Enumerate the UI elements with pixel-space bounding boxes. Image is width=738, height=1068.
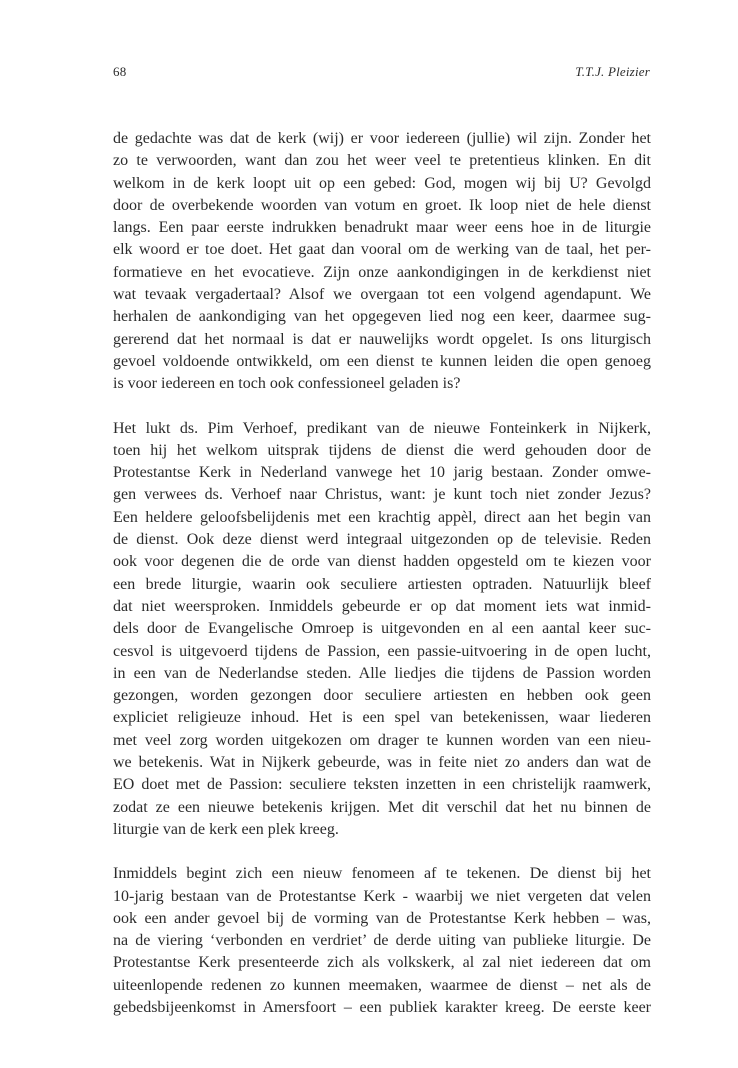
text-line: gererend dat het normaal is dat er nauwelijks wordt opgelet. Is ons liturgisch bbox=[113, 330, 651, 348]
text-line: is voor iedereen en toch ook confessioneel geladen is? bbox=[113, 375, 461, 393]
text-line: toen hij het welkom uitsprak tijdens de dienst die werd gehouden door de bbox=[113, 441, 651, 459]
text-line: formatieve en het evocatieve. Zijn onze aankondigingen in de kerkdienst niet bbox=[113, 263, 651, 281]
text-line: met veel zorg worden uitgekozen om drager te kunnen worden van een nieu- bbox=[113, 731, 651, 749]
text-line: 10-jarig bestaan van de Protestantse Kerk - waarbij we niet vergeten dat velen bbox=[113, 887, 651, 905]
text-line: zodat ze een nieuwe betekenis krijgen. Met dit verschil dat het nu binnen de bbox=[113, 798, 651, 816]
text-line: in een van de Nederlandse steden. Alle liedjes die tijdens de Passion worden bbox=[113, 664, 651, 682]
paragraph bbox=[113, 418, 651, 842]
text-line: Het lukt ds. Pim Verhoef, predikant van de nieuwe Fonteinkerk in Nijkerk, bbox=[113, 419, 651, 437]
text-line: de dienst. Ook deze dienst werd integraal uitgezonden op de televisie. Reden bbox=[113, 531, 651, 549]
text-line: welkom in de kerk loopt uit op een gebed: God, mogen wij bij U? Gevolgd bbox=[113, 174, 651, 192]
text-line: we betekenis. Wat in Nijkerk gebeurde, was in feite niet zo anders dan wat de bbox=[113, 754, 651, 772]
body-text bbox=[113, 128, 651, 1041]
text-line: expliciet religieuze inhoud. Het is een spel van betekenissen, waar liederen bbox=[113, 709, 651, 727]
text-line: Protestantse Kerk in Nederland vanwege het 10 jarig bestaan. Zonder omwe- bbox=[113, 464, 651, 482]
text-line: door de overbekende woorden van votum en groet. Ik loop niet de hele dienst bbox=[113, 196, 651, 214]
text-line: gevoel voldoende ontwikkeld, om een dienst te kunnen leiden die open genoeg bbox=[113, 352, 651, 370]
text-line: dat niet weersproken. Inmiddels gebeurde er op dat moment iets wat inmid- bbox=[113, 597, 651, 615]
text-line: ook voor degenen die de orde van dienst hadden opgesteld om te kiezen voor bbox=[113, 553, 651, 571]
text-line: Inmiddels begint zich een nieuw fenomeen af te tekenen. De dienst bij het bbox=[113, 865, 651, 883]
paragraph bbox=[113, 863, 651, 1019]
text-line: ook een ander gevoel bij de vorming van de Protestantse Kerk hebben – was, bbox=[113, 909, 651, 927]
text-line: uiteenlopende redenen zo kunnen meemaken, waarmee de dienst – net als de bbox=[113, 976, 651, 994]
text-line: na de viering ‘verbonden en verdriet’ de derde uiting van publieke liturgie. De bbox=[113, 932, 651, 950]
text-line: gen verwees ds. Verhoef naar Christus, want: je kunt toch niet zonder Jezus? bbox=[113, 486, 651, 504]
text-line: gezongen, worden gezongen door seculiere artiesten en hebben ook geen bbox=[113, 687, 651, 705]
text-line: gebedsbijeenkomst in Amersfoort – een publiek karakter kreeg. De eerste keer bbox=[113, 998, 651, 1016]
text-line: elk woord er toe doet. Het gaat dan vooral om de werking van de taal, het per- bbox=[113, 241, 651, 259]
page-number: 68 bbox=[113, 64, 127, 79]
text-line: een brede liturgie, waarin ook seculiere artiesten optraden. Natuurlijk bleef bbox=[113, 575, 651, 593]
text-line: liturgie van de kerk een plek kreeg. bbox=[113, 820, 339, 838]
text-line: EO doet met de Passion: seculiere teksten inzetten in een christelijk raamwerk, bbox=[113, 776, 651, 794]
text-line: zo te verwoorden, want dan zou het weer veel te pretentieus klinken. En dit bbox=[113, 152, 651, 170]
text-line: langs. Een paar eerste indrukken benadrukt maar weer eens hoe in de liturgie bbox=[113, 219, 651, 237]
text-line: wat tevaak vergadertaal? Alsof we overgaan tot een volgend agendapunt. We bbox=[113, 286, 651, 304]
text-line: Een heldere geloofsbelijdenis met een krachtig appèl, direct aan het begin van bbox=[113, 508, 651, 526]
text-line: dels door de Evangelische Omroep is uitgevonden en al een aantal keer suc- bbox=[113, 620, 651, 638]
running-head-author: T.T.J. Pleizier bbox=[575, 64, 650, 79]
text-line: de gedachte was dat de kerk (wij) er voor iedereen (jullie) wil zijn. Zonder het bbox=[113, 130, 651, 147]
text-line: cesvol is uitgevoerd tijdens de Passion, een passie-uitvoering in de open lucht, bbox=[113, 642, 651, 660]
text-line: herhalen de aankondiging van het opgegeven lied nog een keer, daarmee sug- bbox=[113, 308, 651, 326]
text-line: Protestantse Kerk presenteerde zich als volkskerk, al zal niet iedereen dat om bbox=[113, 954, 651, 972]
paragraph bbox=[113, 128, 651, 396]
